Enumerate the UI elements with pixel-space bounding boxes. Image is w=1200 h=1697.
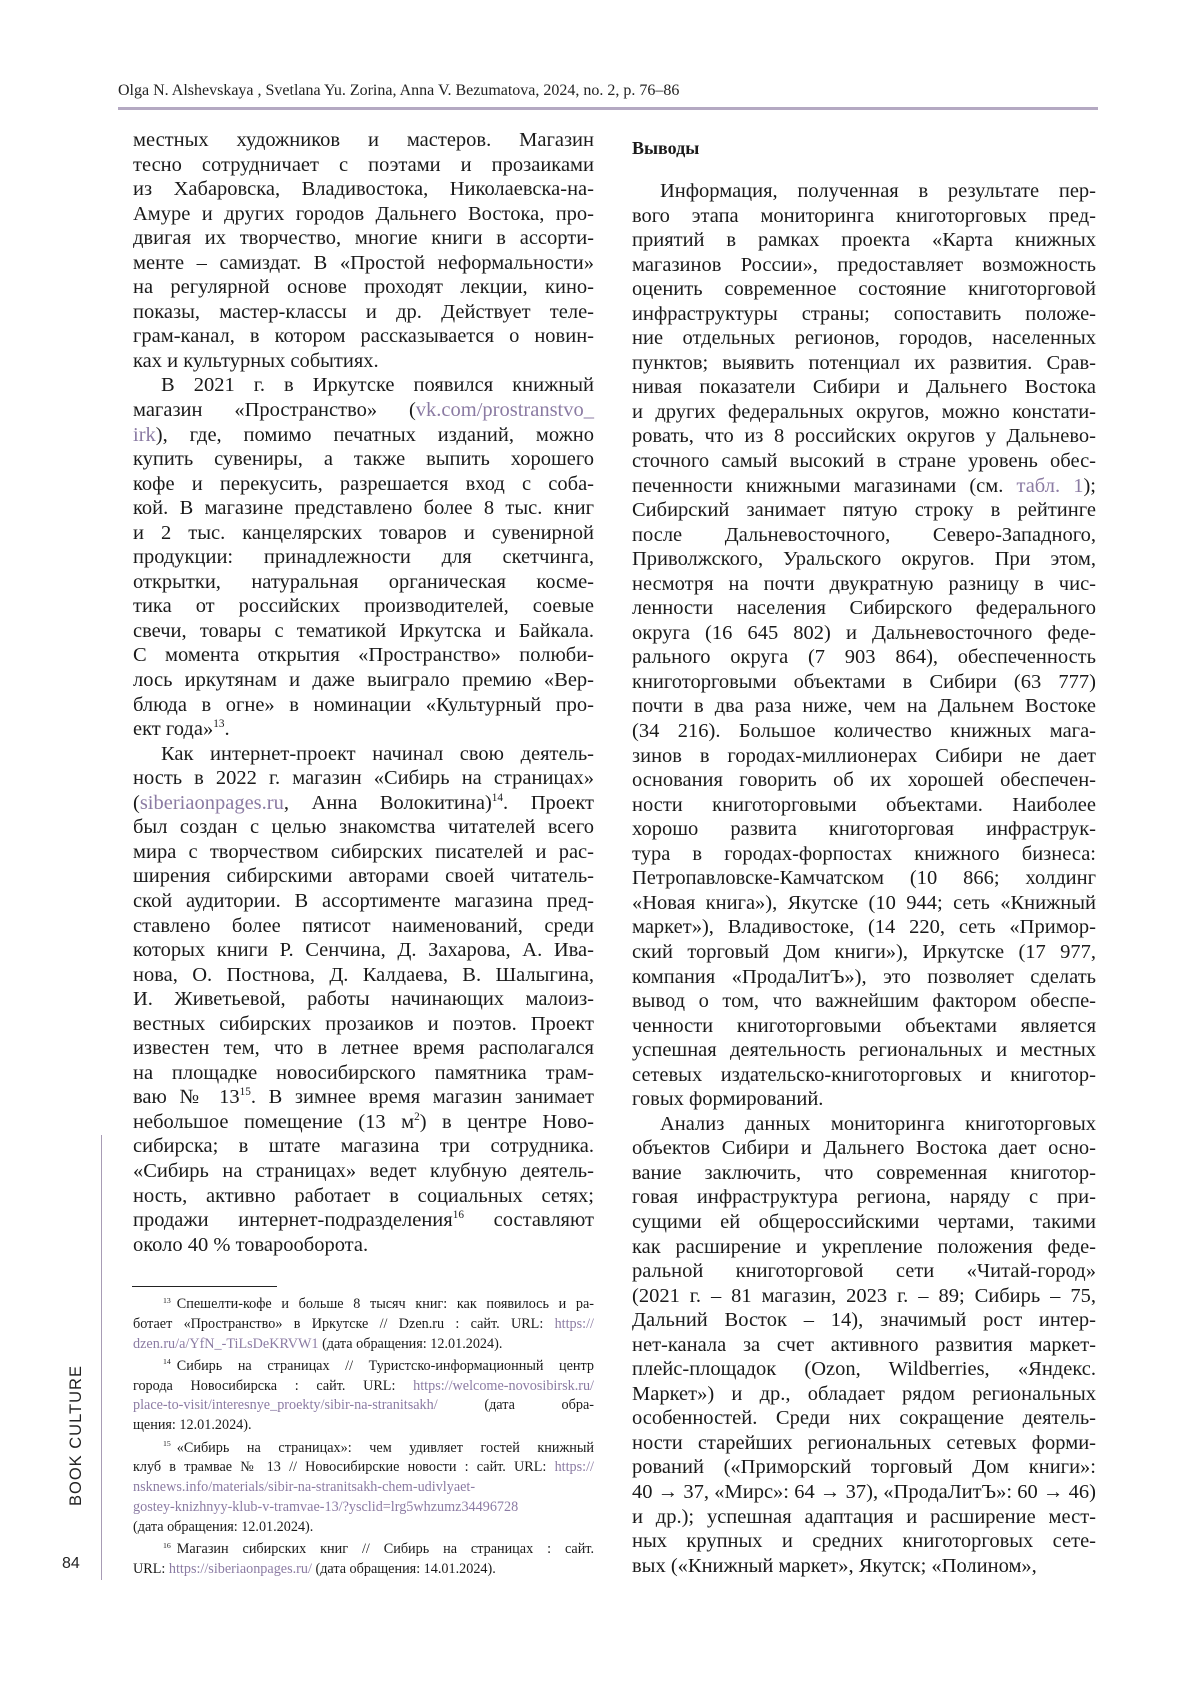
hyperlink[interactable]: gostey-knizhnyy-klub-v-tramvae-13/?ysclid=lrg5whzumz34496728: [133, 1498, 519, 1515]
text-segment: Маркет») и др., обладает рядом региональных: [632, 1382, 1096, 1405]
text-segment: после Дальневосточного, Северо-Западного,: [632, 523, 1096, 546]
text-line: [133, 742, 594, 767]
text-line: [133, 643, 594, 668]
text-segment: «Новая книга»), Якутске (10 944; сеть «Книжный: [632, 891, 1096, 914]
text-segment: «Сибирь на страницах» ведет клубную деятель-: [133, 1159, 594, 1182]
text-line: [133, 1134, 594, 1159]
text-segment: . В зимнее время магазин занимает: [250, 1086, 594, 1109]
text-segment: известен тем, что в летнее время располагался: [133, 1037, 594, 1060]
text-line: [632, 1357, 1096, 1382]
text-segment: мира с творчеством сибирских писателей и рас-: [133, 840, 594, 863]
paragraph: [632, 1112, 1096, 1578]
text-line: [632, 768, 1096, 793]
text-segment: ности старейших региональных сетевых форми-: [632, 1431, 1096, 1454]
hyperlink[interactable]: https://: [554, 1315, 594, 1332]
text-line: [632, 179, 1096, 204]
footnote-number: 13: [163, 1295, 171, 1305]
text-line: [133, 668, 594, 693]
text-segment: «Сибирь на страницах»: чем удивляет гостей книжный: [176, 1439, 594, 1456]
text-segment: сетевых издательско-книготорговых и книготор-: [632, 1063, 1096, 1086]
text-line: [632, 1554, 1096, 1579]
text-segment: книготорговыми объектами в Сибири (63 777): [632, 670, 1096, 693]
text-segment: (дата обра-: [437, 1397, 594, 1414]
text-segment: печенности книжными магазинами (см.: [632, 474, 1017, 497]
text-line: [632, 1210, 1096, 1235]
text-segment: магазин «Пространство» (: [133, 399, 416, 422]
text-segment: Магазин сибирских книг // Сибирь на страницах : сайт.: [176, 1541, 594, 1558]
text-line: [133, 1061, 594, 1086]
text-segment: тура в городах-форпостах книжного бизнеса:: [632, 842, 1096, 865]
text-line: [632, 965, 1096, 990]
footnote: [133, 1357, 594, 1436]
text-line: [133, 1184, 594, 1209]
text-line: [632, 596, 1096, 621]
text-segment: ), где, помимо печатных изданий, можно: [155, 423, 594, 446]
text-line: [632, 1333, 1096, 1358]
text-segment: кой. В магазине представлено более 8 тыс. книг: [133, 497, 594, 520]
text-line: [632, 228, 1096, 253]
hyperlink[interactable]: https://welcome-novosibirsk.ru/: [413, 1377, 594, 1394]
text-segment: вание заключить, что современная книготор-: [632, 1161, 1096, 1184]
text-line: [632, 523, 1096, 548]
text-line: [632, 326, 1096, 351]
footnote-number: 15: [163, 1439, 171, 1449]
text-line: [632, 793, 1096, 818]
text-line: [133, 496, 594, 521]
left-column: [133, 128, 594, 1257]
text-segment: В 2021 г. в Иркутске появился книжный: [161, 374, 594, 397]
text-segment: (дата обращения: 12.01.2024).: [133, 1518, 314, 1535]
text-line: [133, 324, 594, 349]
text-line: [632, 989, 1096, 1014]
text-line: [632, 1087, 1096, 1112]
text-segment: Сибирский занимает пятую строку в рейтинге: [632, 499, 1096, 522]
text-segment: лось иркутянам и даже выиграло премию «Вер-: [133, 669, 594, 692]
text-line: [632, 1185, 1096, 1210]
text-line: [632, 866, 1096, 891]
text-line: [133, 1439, 594, 1459]
text-line: [133, 202, 594, 227]
text-line: [632, 1529, 1096, 1554]
text-segment: , Анна Волокитина): [283, 791, 492, 814]
text-segment: продукции: принадлежности для скетчинга,: [133, 546, 594, 569]
text-segment: ект года»: [133, 718, 214, 741]
hyperlink[interactable]: табл. 1: [1016, 474, 1084, 497]
text-line: [133, 398, 594, 423]
footnote: [133, 1540, 594, 1580]
text-line: [632, 891, 1096, 916]
text-line: [133, 1233, 594, 1258]
text-line: [632, 670, 1096, 695]
text-segment: небольшое помещение (13 м: [133, 1110, 415, 1133]
text-segment: Приволжского, Уральского округов. При этом,: [632, 548, 1096, 571]
text-segment: вого этапа мониторинга книготорговых пред-: [632, 204, 1096, 227]
text-line: [133, 545, 594, 570]
text-segment: ширения сибирскими авторами своей читатель-: [133, 865, 594, 888]
text-line: [133, 1208, 594, 1233]
text-line: [133, 1377, 594, 1397]
text-line: [632, 572, 1096, 597]
text-segment: Петропавловске-Камчатском (10 866; холдинг: [632, 867, 1096, 890]
text-segment: (: [133, 791, 140, 814]
text-line: [632, 474, 1096, 499]
hyperlink[interactable]: irk: [133, 423, 156, 446]
text-segment: ральной книготорговой сети «Читай-город»: [632, 1260, 1096, 1283]
text-segment: открытки, натуральная органическая косме-: [133, 570, 594, 593]
text-segment: говых формирований.: [632, 1088, 824, 1111]
text-segment: ность в 2022 г. магазин «Сибирь на страницах»: [133, 767, 594, 790]
text-line: [632, 424, 1096, 449]
text-line: [133, 1498, 594, 1518]
text-line: [133, 889, 594, 914]
paragraph: [133, 128, 594, 373]
text-segment: как расширение и укрепление положения феде-: [632, 1235, 1096, 1258]
text-line: [133, 791, 594, 816]
text-line: [632, 1259, 1096, 1284]
text-line: [133, 153, 594, 178]
text-segment: вых («Книжный маркет», Якутск; «Полином»,: [632, 1554, 1037, 1577]
text-segment: ставлено более пятисот наименований, среди: [133, 914, 594, 937]
text-line: [632, 547, 1096, 572]
text-line: [133, 1335, 594, 1355]
text-line: [133, 1518, 594, 1538]
text-segment: тесно сотрудничает с поэтами и прозаиками: [133, 153, 594, 176]
running-head: Olga N. Alshevskaya , Svetlana Yu. Zorina, Anna V. Bezumatova, 2024, no. 2, p. 76–86: [118, 82, 680, 99]
text-segment: (дата обращения: 12.01.2024).: [318, 1335, 503, 1352]
footnote: [133, 1295, 594, 1354]
text-segment: компания «ПродаЛитЪ»), это позволяет сделать: [632, 965, 1096, 988]
text-line: [133, 914, 594, 939]
text-segment: инфраструктуры страны; сопоставить положе-: [632, 302, 1096, 325]
text-segment: был создан с целью знакомства читателей всего: [133, 816, 594, 839]
text-segment: Спешелти-кофе и больше 8 тысяч книг: как появилось и ра-: [176, 1296, 594, 1312]
text-line: [133, 177, 594, 202]
text-line: [632, 817, 1096, 842]
text-line: [133, 864, 594, 889]
text-segment: нова, О. Постнова, Д. Калдаева, В. Шалыгина,: [133, 963, 594, 986]
text-line: [632, 253, 1096, 278]
footnote-number: 16: [163, 1540, 171, 1550]
text-line: [133, 1012, 594, 1037]
text-line: [133, 938, 594, 963]
text-line: [133, 226, 594, 251]
text-line: [133, 1416, 594, 1436]
text-segment: составляют: [463, 1209, 594, 1232]
text-line: [632, 351, 1096, 376]
hyperlink[interactable]: https://siberiaonpages.ru/: [168, 1560, 312, 1577]
text-segment: И. Живетьевой, работы начинающих малоиз-: [133, 988, 594, 1011]
text-line: [632, 1235, 1096, 1260]
text-segment: .: [224, 718, 230, 741]
text-line: [632, 1112, 1096, 1137]
text-segment: магазинов России», предоставляет возможность: [632, 253, 1096, 276]
hyperlink[interactable]: https://: [554, 1459, 594, 1476]
text-segment: клуб в трамвае № 13 // Новосибирские новости : сайт. URL:: [133, 1459, 555, 1476]
text-line: [632, 1284, 1096, 1309]
text-segment: и других федеральных округов, можно констати-: [632, 400, 1096, 423]
text-line: [133, 1560, 594, 1580]
text-segment: нет-канала за счет активного развития маркет-: [632, 1333, 1096, 1356]
text-line: [133, 1478, 594, 1498]
text-segment: (дата обращения: 14.01.2024).: [311, 1560, 496, 1577]
text-segment: сущими ей общероссийскими чертами, такими: [632, 1210, 1096, 1233]
footnote-reference[interactable]: 2: [414, 1110, 420, 1123]
text-line: [133, 447, 594, 472]
text-line: [133, 570, 594, 595]
paragraph: [133, 742, 594, 1257]
text-line: [632, 940, 1096, 965]
text-line: [632, 449, 1096, 474]
header-rule: [118, 107, 1098, 110]
text-segment: ных крупных и средних книготорговых сете-: [632, 1530, 1096, 1553]
text-line: [133, 693, 594, 718]
text-segment: рального округа (7 903 864), обеспеченность: [632, 646, 1096, 669]
text-line: [632, 204, 1096, 229]
paragraph: [632, 179, 1096, 1112]
text-segment: из Хабаровска, Владивостока, Николаевска-на-: [133, 178, 594, 201]
text-segment: ленности населения Сибирского федерального: [632, 597, 1096, 620]
text-line: [632, 1136, 1096, 1161]
paragraph: [133, 373, 594, 741]
footnotes: [133, 1295, 594, 1582]
text-line: [133, 1396, 594, 1416]
text-line: [133, 275, 594, 300]
text-line: [632, 1505, 1096, 1530]
text-line: [632, 375, 1096, 400]
text-segment: рований («Приморский торговый Дом книги»:: [632, 1456, 1096, 1479]
text-segment: Сибирь на страницах // Туристско-информационный центр: [176, 1357, 594, 1374]
text-line: [133, 1085, 594, 1110]
text-segment: URL:: [133, 1560, 169, 1577]
text-segment: около 40 % товарооборота.: [133, 1233, 369, 1256]
text-segment: несмотря на почти двукратную разницу в чис-: [632, 572, 1096, 595]
text-segment: ность, активно работает в социальных сетях;: [133, 1184, 594, 1207]
text-line: [632, 645, 1096, 670]
text-segment: Анализ данных мониторинга книготорговых: [660, 1112, 1096, 1135]
text-segment: ровать, что из 8 российских округов у Дальнево-: [632, 425, 1096, 448]
text-line: [133, 1295, 594, 1315]
text-segment: маркет»), Владивостоке, (14 220, сеть «Примор-: [632, 916, 1096, 939]
text-segment: ваю № 13: [133, 1086, 240, 1109]
text-line: [632, 498, 1096, 523]
text-segment: ский торговый Дом книги»), Иркутске (17 977,: [632, 940, 1096, 963]
text-segment: грам-канал, в котором рассказывается о новин-: [133, 325, 594, 348]
text-line: [133, 1315, 594, 1335]
text-line: [133, 766, 594, 791]
text-line: [632, 1161, 1096, 1186]
text-line: [632, 1382, 1096, 1407]
text-segment: двигая их творчество, многие книги в ассорти-: [133, 227, 594, 250]
text-segment: округа (16 645 802) и Дальневосточного феде-: [632, 621, 1096, 644]
text-segment: города Новосибирска : сайт. URL:: [133, 1377, 414, 1394]
text-segment: местных художников и мастеров. Магазин: [133, 129, 594, 151]
text-segment: основания говорить об их хорошей обеспечен-: [632, 769, 1096, 792]
text-segment: особенностей. Среди них сокращение деятель-: [632, 1407, 1096, 1430]
hyperlink[interactable]: dzen.ru/a/YfN_-TiLsDeKRVW1: [133, 1335, 319, 1352]
text-segment: щения: 12.01.2024).: [133, 1417, 252, 1434]
text-segment: ) в центре Ново-: [419, 1110, 594, 1133]
text-segment: . Проект: [503, 791, 594, 814]
text-line: [133, 423, 594, 448]
text-line: [632, 1308, 1096, 1333]
footnote-rule: [132, 1286, 277, 1287]
text-line: [133, 251, 594, 276]
text-line: [133, 1357, 594, 1377]
text-segment: нивая показатели Сибири и Дальнего Востока: [632, 376, 1096, 399]
journal-name: BOOK CULTURE: [67, 1365, 85, 1506]
text-segment: менте – самиздат. В «Простой неформальности»: [133, 251, 594, 274]
footnote-reference[interactable]: 16: [452, 1209, 464, 1222]
text-segment: кофе и перекусить, разрешается вход с соба-: [133, 472, 594, 495]
text-line: [133, 963, 594, 988]
text-segment: почти в два раза ниже, чем на Дальнем Востоке: [632, 695, 1096, 718]
text-segment: Информация, полученная в результате пер-: [660, 180, 1096, 202]
text-segment: зинов в городах-миллионерах Сибири не дает: [632, 744, 1096, 767]
text-segment: успешная деятельность региональных и местных: [632, 1039, 1096, 1062]
text-segment: ности книготорговыми объектами. Наиболее: [632, 793, 1096, 816]
text-segment: ние отдельных регионов, городов, населенных: [632, 327, 1096, 350]
text-segment: ках и культурных событиях.: [133, 349, 379, 372]
text-segment: купить сувениры, а также выпить хорошего: [133, 448, 594, 471]
footnote-number: 14: [163, 1357, 171, 1367]
text-segment: (2021 г. – 81 магазин, 2023 г. – 89; Сибирь – 75,: [632, 1284, 1096, 1307]
text-line: [632, 694, 1096, 719]
text-line: [133, 1036, 594, 1061]
text-segment: пунктов; выявить потенциал их развития. Срав-: [632, 351, 1096, 374]
text-segment: С момента открытия «Пространство» полюби-: [133, 644, 594, 667]
text-segment: (34 216). Большое количество книжных мага-: [632, 720, 1096, 743]
text-line: [133, 1458, 594, 1478]
hyperlink[interactable]: siberiaonpages.ru: [139, 791, 284, 814]
section-heading: Выводы: [632, 138, 700, 158]
text-line: [133, 373, 594, 398]
hyperlink[interactable]: vk.com/prostranstvo_: [415, 399, 594, 422]
text-segment: Дальний Восток – 14), значимый рост интер-: [632, 1309, 1096, 1332]
text-line: [133, 717, 594, 742]
text-segment: тика от российских производителей, соевые: [133, 595, 594, 618]
text-line: [632, 915, 1096, 940]
text-segment: и др.); успешная адаптация и расширение мест-: [632, 1505, 1096, 1528]
text-line: [632, 1406, 1096, 1431]
text-line: [133, 349, 594, 374]
text-segment: объектов Сибири и Дальнего Востока дает осно-: [632, 1137, 1096, 1160]
text-segment: свечи, товары с тематикой Иркутска и Байкала.: [133, 619, 594, 642]
text-line: [133, 1540, 594, 1560]
text-line: [133, 619, 594, 644]
text-line: [133, 840, 594, 865]
text-segment: хорошо развита книготорговая инфраструк-: [632, 818, 1096, 841]
text-line: [133, 987, 594, 1012]
text-line: [133, 472, 594, 497]
text-line: [133, 521, 594, 546]
text-line: [632, 1455, 1096, 1480]
text-line: [632, 621, 1096, 646]
footnote-reference[interactable]: 15: [239, 1086, 251, 1099]
footnote: [133, 1439, 594, 1538]
text-segment: Амуре и других городов Дальнего Востока, про-: [133, 202, 594, 225]
text-segment: оценить современное состояние книготорговой: [632, 278, 1096, 301]
text-line: [632, 1014, 1096, 1039]
footnote-reference[interactable]: 14: [491, 791, 504, 804]
page-number: 84: [62, 1555, 80, 1572]
text-segment: );: [1083, 474, 1096, 497]
sidebar-rule: [101, 1135, 102, 1580]
text-line: [133, 594, 594, 619]
text-segment: плейс-площадок (Ozon, Wildberries, «Яндекс.: [632, 1358, 1096, 1381]
text-line: [632, 1038, 1096, 1063]
text-segment: говая инфраструктура региона, наряду с при-: [632, 1186, 1096, 1209]
text-line: [632, 842, 1096, 867]
text-segment: продажи интернет-подразделения: [133, 1209, 453, 1232]
text-line: [632, 302, 1096, 327]
right-column: [632, 179, 1096, 1578]
text-segment: показы, мастер-классы и др. Действует теле-: [133, 300, 594, 323]
text-segment: Как интернет-проект начинал свою деятель-: [161, 742, 594, 765]
text-line: [632, 1063, 1096, 1088]
text-segment: и 2 тыс. канцелярских товаров и сувенирной: [133, 521, 594, 544]
text-segment: которых книги Р. Сенчина, Д. Захарова, А. Ива-: [133, 939, 594, 962]
text-segment: ботает «Пространство» в Иркутске // Dzen.ru : сайт. URL:: [133, 1315, 555, 1332]
text-line: [632, 744, 1096, 769]
text-segment: сточного самый высокий в стране уровень обес-: [632, 450, 1096, 473]
text-line: [133, 300, 594, 325]
text-line: [632, 719, 1096, 744]
text-segment: приятий в рамках проекта «Карта книжных: [632, 229, 1096, 252]
text-line: [632, 277, 1096, 302]
text-line: [632, 1431, 1096, 1456]
text-segment: ченности книготорговыми объектами является: [632, 1014, 1096, 1037]
text-line: [133, 1159, 594, 1184]
text-line: [133, 128, 594, 153]
text-line: [133, 815, 594, 840]
text-segment: вывод о том, что важнейшим фактором обеспе-: [632, 990, 1096, 1013]
text-segment: вестных сибирских прозаиков и поэтов. Проект: [133, 1012, 594, 1035]
text-segment: блюда в огне» в номинации «Культурный про-: [133, 693, 594, 716]
text-segment: сибирска; в штате магазина три сотрудника.: [133, 1135, 594, 1158]
text-segment: ской аудитории. В ассортименте магазина пред-: [133, 889, 594, 912]
text-line: [632, 400, 1096, 425]
text-line: [133, 1110, 594, 1135]
hyperlink[interactable]: place-to-visit/interesnye_proekty/sibir-na-stranitsakh/: [133, 1397, 438, 1414]
footnote-reference[interactable]: 13: [213, 718, 225, 731]
hyperlink[interactable]: nsknews.info/materials/sibir-na-stranitsakh-chem-udivlyaet-: [133, 1479, 476, 1496]
text-segment: 40 → 37, «Мирс»: 64 → 37), «ПродаЛитЪ»: 60 → 46): [632, 1480, 1096, 1503]
text-segment: на регулярной основе проходят лекции, кино-: [133, 276, 594, 299]
text-segment: на площадке новосибирского памятника трам-: [133, 1061, 594, 1084]
text-line: [632, 1480, 1096, 1505]
